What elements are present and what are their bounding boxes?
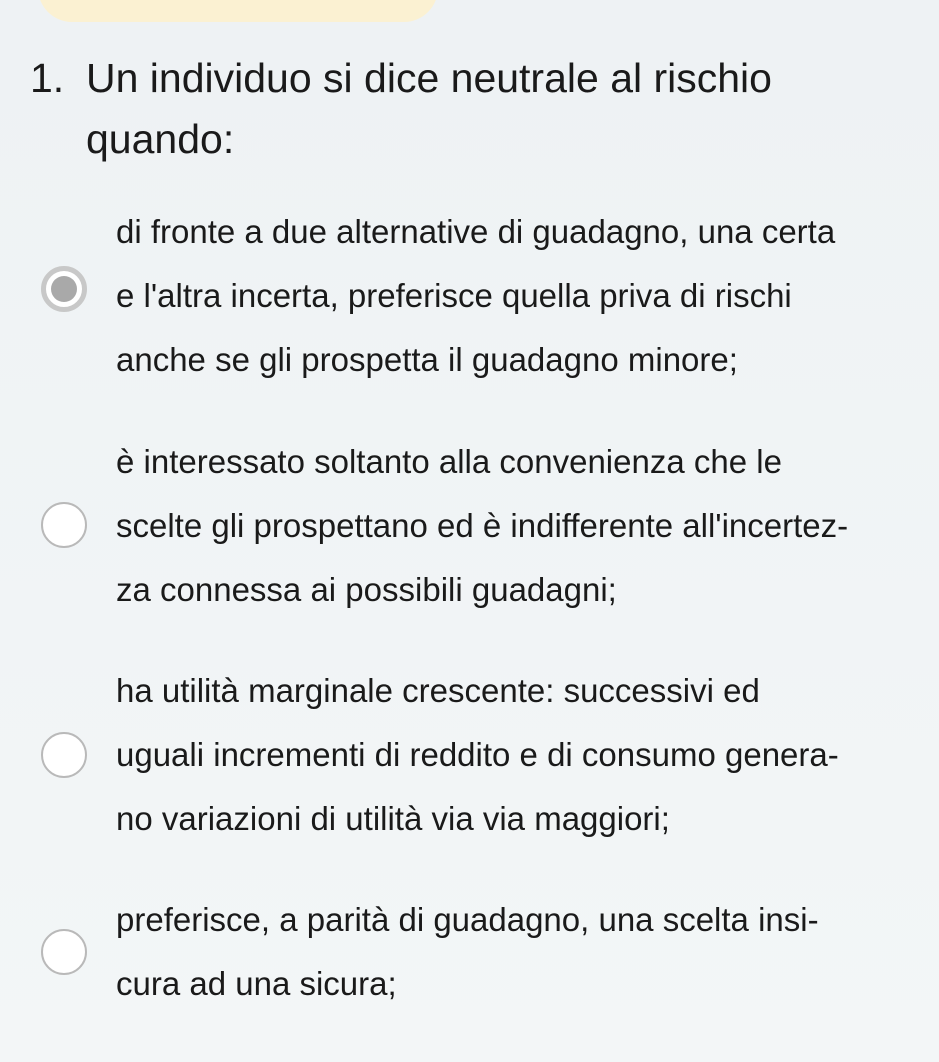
radio-button-icon[interactable] <box>41 502 87 548</box>
top-header-tab <box>38 0 438 22</box>
radio-button-icon[interactable] <box>41 929 87 975</box>
question-text-line-1: Un individuo si dice neutrale al rischio <box>86 55 772 101</box>
answer-option-2-line-1: è interessato soltanto alla convenienza che le <box>116 443 782 480</box>
answer-option-2[interactable] <box>0 430 939 622</box>
answer-option-2-line-2: scelte gli prospettano ed è indifferente all'incertez- <box>116 507 849 544</box>
answer-option-4-text <box>116 888 906 1016</box>
answer-option-1-line-3: anche se gli prospetta il guadagno minore; <box>116 341 738 378</box>
answer-option-1-line-2: e l'altra incerta, preferisce quella priva di rischi <box>116 277 792 314</box>
answer-option-2-text <box>116 430 906 622</box>
answer-option-3-line-2: uguali incrementi di reddito e di consumo genera- <box>116 736 839 773</box>
answer-option-2-line-3: za connessa ai possibili guadagni; <box>116 571 617 608</box>
answer-option-1[interactable] <box>0 200 939 392</box>
question <box>30 48 910 170</box>
answer-option-4-line-2: cura ad una sicura; <box>116 965 397 1002</box>
answer-option-4[interactable] <box>0 888 939 1016</box>
answer-option-4-line-1: preferisce, a parità di guadagno, una scelta insi- <box>116 901 819 938</box>
answer-option-3-line-3: no variazioni di utilità via via maggiori; <box>116 800 670 837</box>
question-text-line-2: quando: <box>86 116 235 162</box>
answer-option-3-text <box>116 659 906 851</box>
answer-option-3[interactable] <box>0 659 939 851</box>
radio-button-selected-icon[interactable] <box>41 266 87 312</box>
question-number: 1. <box>30 55 65 101</box>
question-text <box>86 48 806 170</box>
answer-option-1-text <box>116 200 906 392</box>
answer-option-1-line-1: di fronte a due alternative di guadagno, una certa <box>116 213 836 250</box>
answer-option-3-line-1: ha utilità marginale crescente: successivi ed <box>116 672 760 709</box>
radio-button-icon[interactable] <box>41 732 87 778</box>
